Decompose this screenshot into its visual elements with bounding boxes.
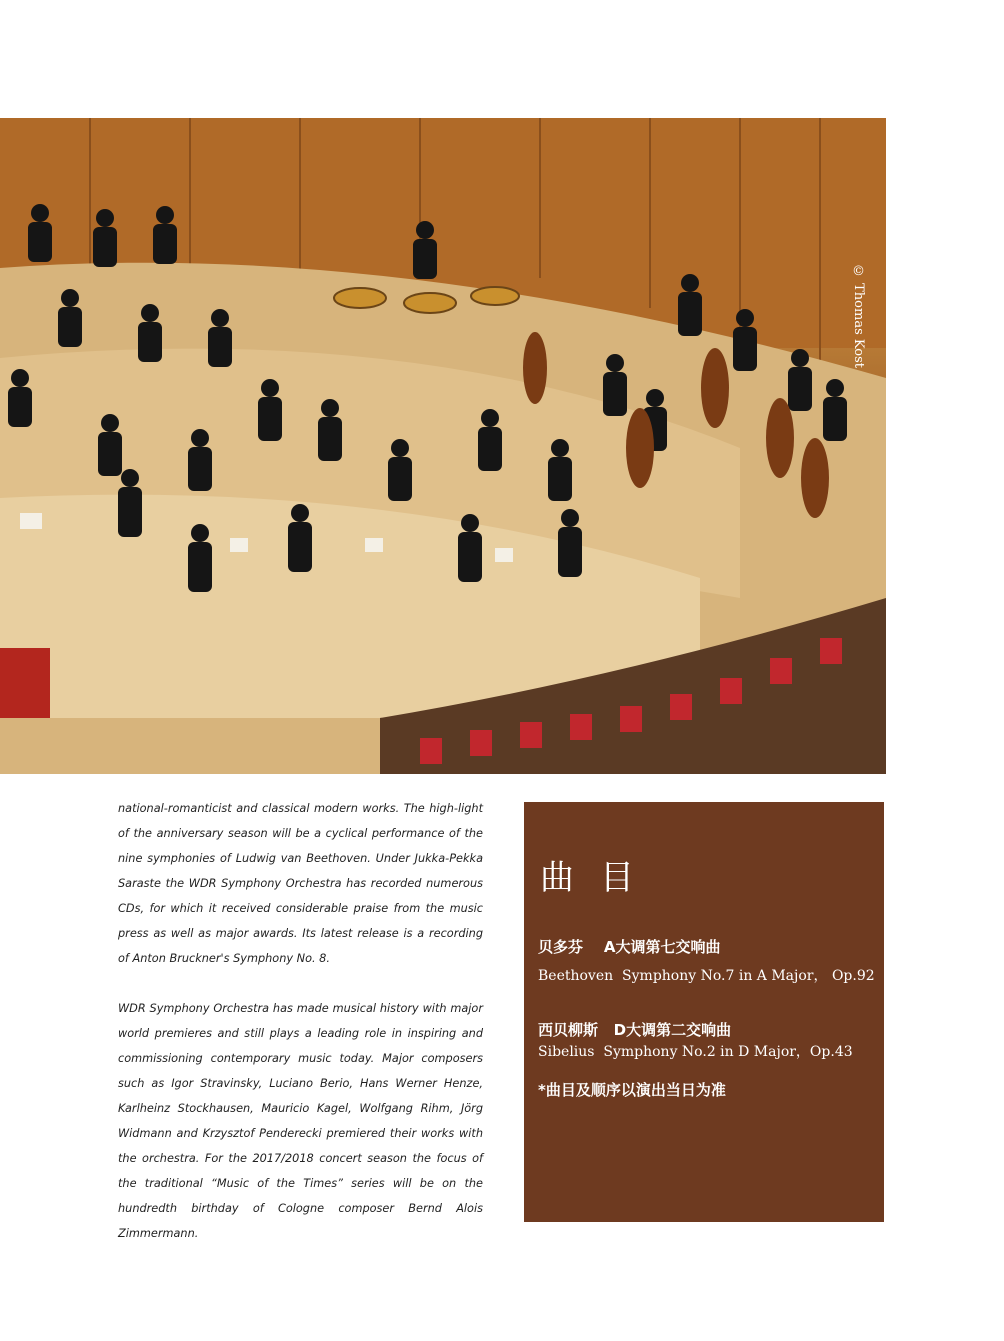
program-item-2-chinese: 西贝柳斯 D大调第二交响曲 [538,1021,732,1039]
program-item-2-english: Sibelius Symphony No.2 in D Major，Op.43 [538,1044,853,1060]
program-item-1-chinese: 贝多芬 A大调第七交响曲 [538,938,721,956]
program-heading: 曲目 [540,858,660,898]
program-item-1-english: Beethoven Symphony No.7 in A Major， Op.92 [538,968,875,984]
orchestra-illustration [0,118,886,774]
orchestra-photo [0,118,886,774]
article-paragraph: WDR Symphony Orchestra has made musical history with major world premieres and still plays a leading role in inspiring and commissioning contemporary music today. Major composers such as Igor Stravinsky, Luciano Berio, Hans Werner Henze, Karlheinz Stockhausen, Mauricio Kagel, Wolfgang Rihm, Jörg Widmann and Krzysztof Penderecki premiered their works with the orchestra. For the 2017/2018 concert season the focus of the traditional “Music of the Times” series will be on the hundredth birthday of Cologne composer Bernd Alois Zimmermann. [118,1002,483,1240]
program-panel [524,802,884,1222]
article-body [118,796,483,1271]
photo-credit: © Thomas Kost [851,264,866,368]
program-note: *曲目及顺序以演出当日为准 [538,1081,726,1099]
article-paragraph: national-romanticist and classical modern works. The high-light of the anniversary season will be a cyclical performance of the nine symphonies of Ludwig van Beethoven. Under Jukka-Pekka Saraste the WDR Symphony Orchestra has recorded numerous CDs, for which it received considerable praise from the music press as well as major awards. Its latest release is a recording of Anton Bruckner's Symphony No. 8. [118,802,483,965]
